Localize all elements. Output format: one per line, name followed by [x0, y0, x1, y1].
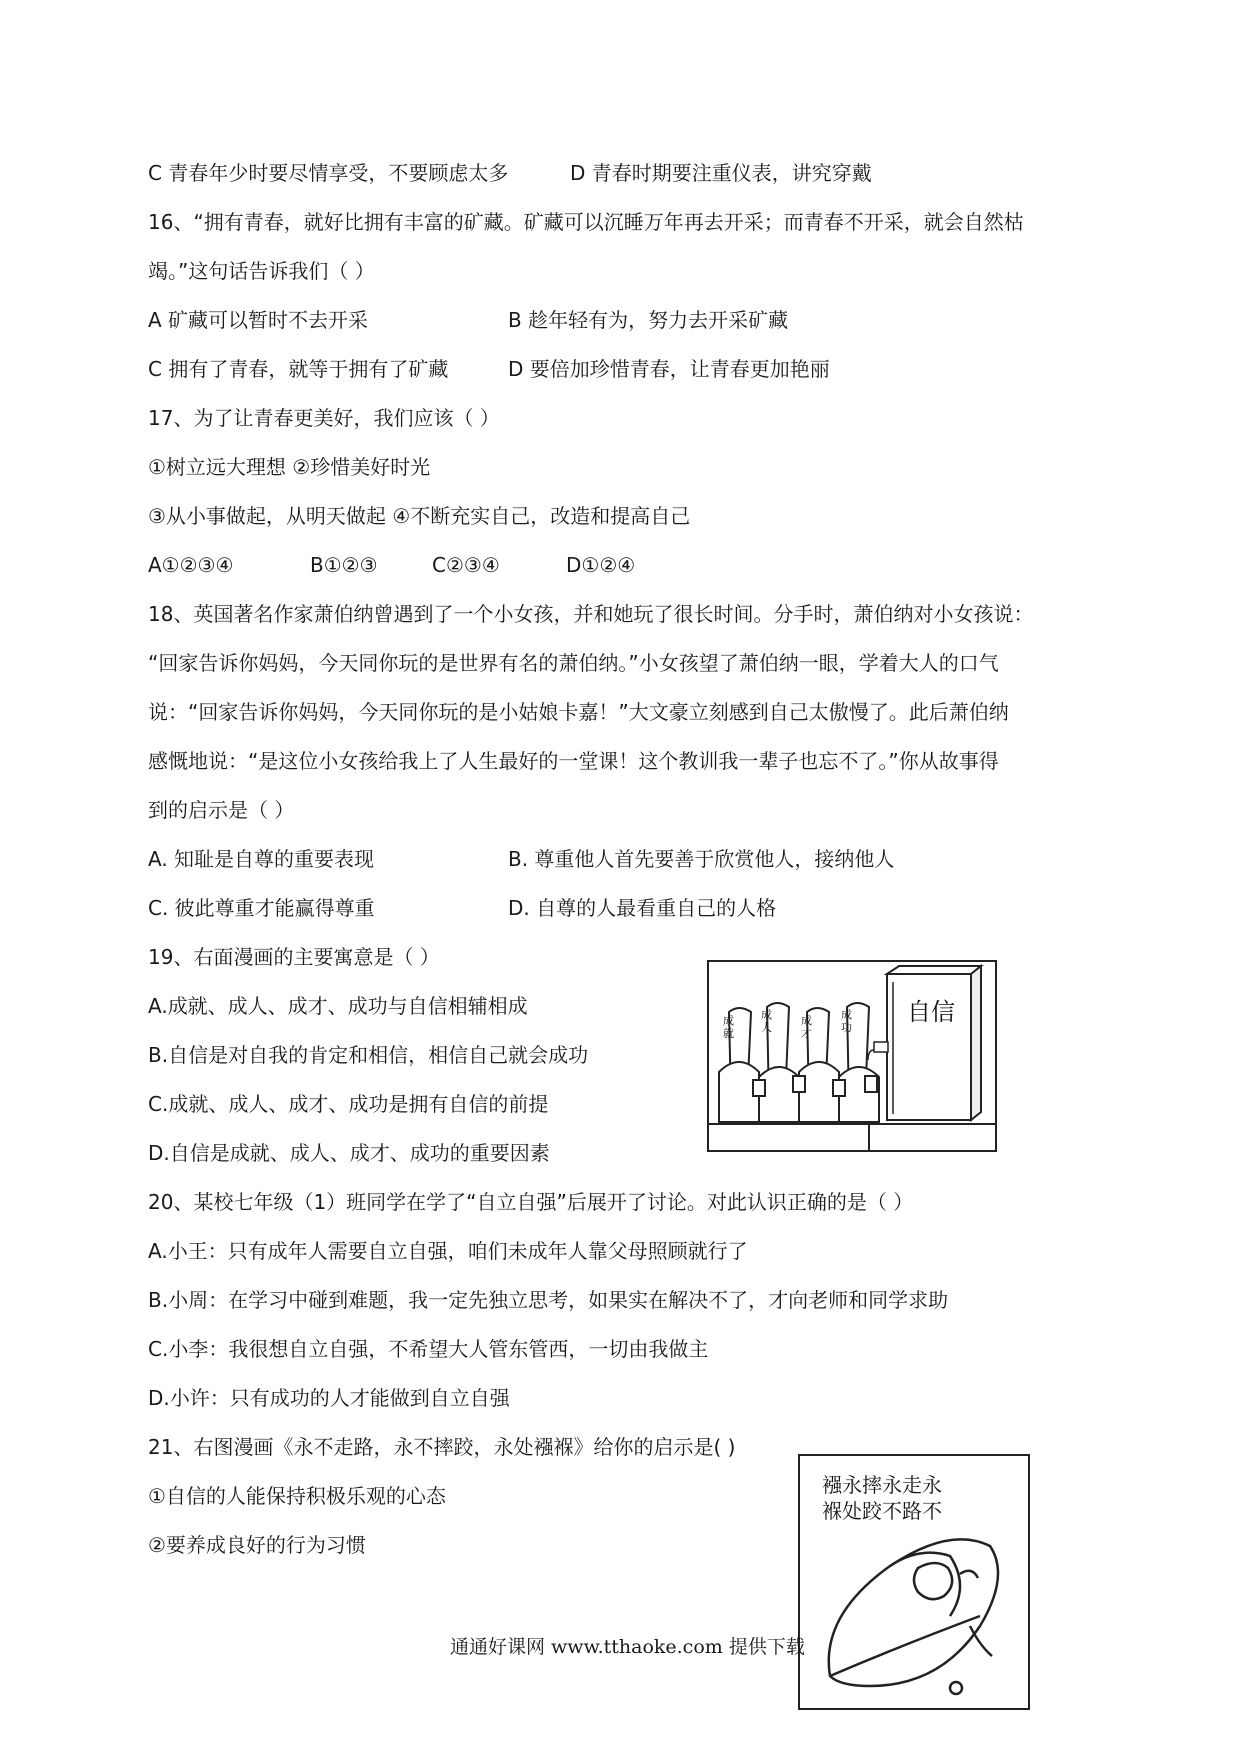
q19-option-b: B.自信是对自我的肯定和相信，相信自己就会成功 — [148, 1043, 589, 1067]
q21-caption-line-1: 襁永摔永走永 — [822, 1473, 942, 1497]
q16-option-b: B 趁年轻有为，努力去开采矿藏 — [508, 308, 789, 332]
q19-cartoon — [707, 960, 997, 1152]
q19-cup-label-4: 成功 — [841, 1008, 852, 1034]
q18-option-a: A. 知耻是自尊的重要表现 — [148, 847, 375, 871]
q21-cartoon-drawing — [800, 1456, 1028, 1708]
q17-option-c: C②③④ — [432, 553, 500, 577]
q17-option-a: A①②③④ — [148, 553, 234, 577]
q18-stem-line-4: 感慨地说：“是这位小女孩给我上了人生最好的一堂课！这个教训我一辈子也忘不了。”你从故事得 — [148, 749, 999, 773]
q18-stem-line-5: 到的启示是（ ） — [148, 798, 295, 822]
q18-option-d: D. 自尊的人最看重自己的人格 — [508, 896, 777, 920]
q19-option-a: A.成就、成人、成才、成功与自信相辅相成 — [148, 994, 528, 1018]
q16-option-a: A 矿藏可以暂时不去开采 — [148, 308, 369, 332]
q20-option-b: B.小周：在学习中碰到难题，我一定先独立思考，如果实在解决不了，才向老师和同学求助 — [148, 1288, 949, 1312]
q18-option-c: C. 彼此尊重才能赢得尊重 — [148, 896, 375, 920]
q20-option-d: D.小许：只有成功的人才能做到自立自强 — [148, 1386, 510, 1410]
footer-text: 通通好课网 www.tthaoke.com 提供下载 — [450, 1636, 805, 1658]
q21-caption-line-2: 褓处跤不路不 — [822, 1499, 942, 1523]
q20-option-a: A.小王：只有成年人需要自立自强，咱们未成年人靠父母照顾就行了 — [148, 1239, 748, 1263]
q16-option-d: D 要倍加珍惜青春，让青春更加艳丽 — [508, 357, 830, 381]
q21-item-1: ①自信的人能保持积极乐观的心态 — [148, 1484, 446, 1508]
q17-option-d: D①②④ — [566, 553, 636, 577]
q19-option-c: C.成就、成人、成才、成功是拥有自信的前提 — [148, 1092, 549, 1116]
q16-option-c: C 拥有了青春，就等于拥有了矿藏 — [148, 357, 449, 381]
q18-option-b: B. 尊重他人首先要善于欣赏他人，接纳他人 — [508, 847, 895, 871]
q18-stem-line-1: 18、英国著名作家萧伯纳曾遇到了一个小女孩，并和她玩了很长时间。分手时，萧伯纳对小女孩说： — [148, 602, 1034, 626]
q17-item-line-1: ①树立远大理想 ②珍惜美好时光 — [148, 455, 431, 479]
q21-stem: 21、右图漫画《永不走路，永不摔跤，永处襁褓》给你的启示是( ) — [148, 1435, 736, 1459]
q17-stem: 17、为了让青春更美好，我们应该（ ） — [148, 406, 500, 430]
q17-option-b: B①②③ — [310, 553, 378, 577]
q21-cartoon — [798, 1454, 1030, 1710]
q20-stem: 20、某校七年级（1）班同学在学了“自立自强”后展开了讨论。对此认识正确的是（ ） — [148, 1190, 914, 1214]
q19-cup-label-3: 成才 — [801, 1014, 812, 1040]
q15-option-c: C 青春年少时要尽情享受，不要顾虑太多 — [148, 161, 509, 185]
q20-option-c: C.小李：我很想自立自强，不希望大人管东管西，一切由我做主 — [148, 1337, 709, 1361]
q19-cup-label-1: 成就 — [723, 1014, 734, 1040]
q16-stem-line-2: 竭。”这句话告诉我们（ ） — [148, 259, 375, 283]
q19-option-d: D.自信是成就、成人、成才、成功的重要因素 — [148, 1141, 550, 1165]
q21-item-2: ②要养成良好的行为习惯 — [148, 1533, 366, 1557]
q16-stem-line-1: 16、“拥有青春，就好比拥有丰富的矿藏。矿藏可以沉睡万年再去开采；而青春不开采，就会自然枯 — [148, 210, 1024, 234]
q19-cup-label-2: 成人 — [761, 1008, 772, 1034]
q15-option-d: D 青春时期要注重仪表，讲究穿戴 — [570, 161, 872, 185]
q18-stem-line-2: “回家告诉你妈妈，今天同你玩的是世界有名的萧伯纳。”小女孩望了萧伯纳一眼，学着大人的口气 — [148, 651, 999, 675]
q17-item-line-2: ③从小事做起，从明天做起 ④不断充实自己，改造和提高自己 — [148, 504, 691, 528]
q19-stem: 19、右面漫画的主要寓意是（ ） — [148, 945, 440, 969]
q18-stem-line-3: 说：“回家告诉你妈妈，今天同你玩的是小姑娘卡嘉！”大文豪立刻感到自己太傲慢了。此后萧伯纳 — [148, 700, 1009, 724]
q19-cartoon-drawing — [709, 962, 995, 1150]
q19-book-label: 自信 — [907, 998, 955, 1026]
